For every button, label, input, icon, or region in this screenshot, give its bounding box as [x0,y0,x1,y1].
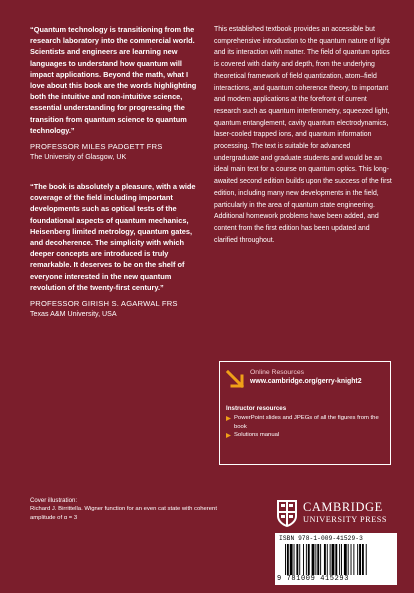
publisher-subname: UNIVERSITY PRESS [303,515,387,524]
barcode-bar [320,544,321,575]
bullet-icon [226,433,231,438]
barcode-bar [344,544,347,575]
endorsement-quote: “Quantum technology is transitioning from the research laboratory into the commercial world. Scientists and engineers are learning new languages to understand how quantum will impact applications. Beyond the math, what I love about this book are the words highlighting both the intuitive and non-intuitive science, essential understanding for progressing the transition from quantum science to quantum technology.” [30,25,197,135]
barcode-bar [294,544,295,575]
barcode-bar [290,544,293,575]
barcode-bar [327,544,328,575]
isbn-label: ISBN 978-1-009-41529-3 [279,535,363,542]
barcode-bar [366,544,367,575]
barcode-bar [317,544,319,575]
endorser-affiliation: The University of Glasgow, UK [30,153,127,162]
resource-item-label: Solutions manual [234,432,280,439]
endorser-name: PROFESSOR MILES PADGETT FRS [30,142,163,152]
online-resources-box [219,361,391,465]
endorsement-quote: “The book is absolutely a pleasure, with a wide coverage of the field including important developments such as optical tests of the foundational aspects of quantum mechanics, Heisenberg limited metrology, quantum gates, and decoherence. The simplicity with which deeper concepts are introduced is truly remarkable. It deserves to be on the shelf of everyone interested in the new quantum revolution of the twenty-first century.” [30,182,196,292]
barcode-bars [285,544,389,575]
barcode-bar [315,544,316,575]
barcode-bar [312,544,315,575]
barcode-bar [351,544,352,575]
barcode-bar [308,544,310,575]
barcode-bar [299,544,300,575]
endorser-affiliation: Texas A&M University, USA [30,310,117,319]
endorser-name: PROFESSOR GIRISH S. AGARWAL FRS [30,299,178,309]
cover-illustration-credit [30,496,220,523]
barcode-bar [285,544,286,575]
barcode-bar [303,544,304,575]
barcode-bar [341,544,342,575]
barcode-bar [287,544,289,575]
barcode-bar [330,544,331,575]
description [214,24,394,246]
bullet-icon [226,416,231,421]
resource-item [226,414,386,431]
publisher-name: CAMBRIDGE [303,500,383,514]
crest-icon [276,499,298,528]
barcode-digits: 9 781009 415293 [277,575,350,583]
endorsement [30,24,202,163]
barcode-bar [357,544,358,575]
resource-item [226,431,386,440]
endorsement [30,181,202,320]
cover-illustration-label: Cover illustration: [30,497,78,504]
resources-link[interactable]: www.cambridge.org/gerry-knight2 [250,378,362,385]
resource-item-label: PowerPoint slides and JPEGs of all the figures from the book [234,415,379,430]
barcode-bar [332,544,335,575]
barcode-bar [359,544,361,575]
barcode-bar [306,544,307,575]
barcode [275,533,397,585]
barcode-bar [362,544,364,575]
barcode-bar [353,544,354,575]
barcode-bar [348,544,349,575]
barcode-bar [335,544,337,575]
book-blurb: This established textbook provides an accessible but comprehensive introduction to the quantum nature of light and its interaction with matter. The field of quantum optics is covered with clarity and depth, from the underlying theoretical framework of field quantization, atom–field interactions, and quantum coherence theory, to important and modern applications at the forefront of current research such as quantum interferometry, squeezed light, quantum entanglement, cavity quantum electrodynamics, laser-cooled trapped ions, and quantum information processing. The text is suitable for advanced undergraduate and graduate students and would be an ideal main text for a course on quantum optics. This long-awaited second edition builds upon the success of the first edition, including many new developments in the field, particularly in the area of quantum state engineering. Additional homework problems have been added, and content from the first edition has been updated and clarified throughout. [214,26,392,244]
barcode-bar [339,544,340,575]
arrow-icon [226,370,244,388]
resources-title: Online Resources [250,369,305,376]
cover-illustration-text: Richard J. Birrittella. Wigner function for an even cat state with coherent amplitude of α = 3 [30,506,217,521]
endorsements [30,24,202,320]
publisher-logo [276,499,398,529]
barcode-bar [324,544,326,575]
instructor-resources-title: Instructor resources [226,405,287,412]
barcode-bar [296,544,298,575]
